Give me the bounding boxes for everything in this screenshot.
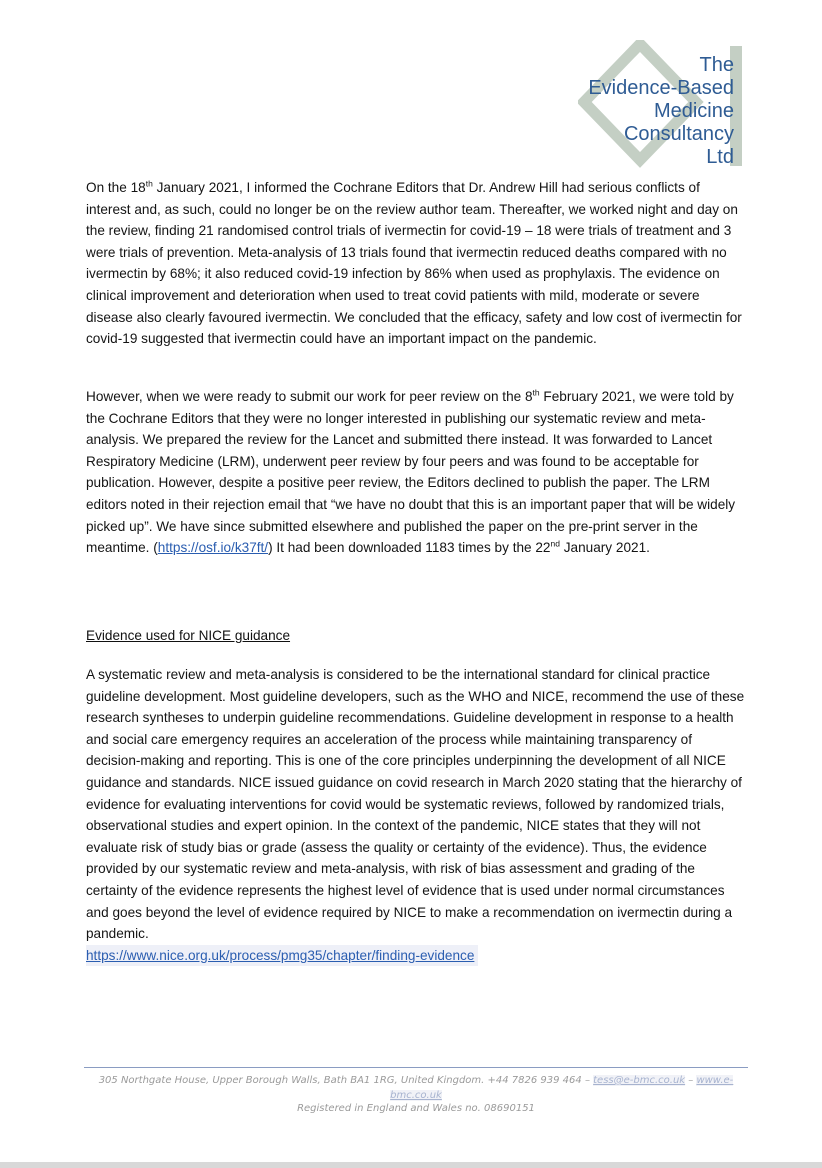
logo-text [588, 54, 734, 169]
text-run: January 2021. [559, 540, 650, 556]
company-logo [578, 40, 748, 170]
footer-divider [84, 1067, 748, 1068]
paragraph-peer-review [86, 386, 746, 559]
paragraph-nice-guidance [86, 664, 746, 966]
text-run: On the 18 [86, 180, 146, 195]
paragraph-cochrane-review [86, 177, 746, 350]
nice-link[interactable]: https://www.nice.org.uk/process/pmg35/chapter/finding-evidence [86, 947, 475, 963]
logo-line: Consultancy [623, 123, 734, 145]
section-heading: Evidence used for NICE guidance [86, 628, 291, 643]
logo-line: Medicine [653, 100, 734, 122]
separator: – [685, 1075, 697, 1086]
logo-line: Ltd [706, 146, 734, 168]
address-text: 305 Northgate House, Upper Borough Walls, Bath BA1 1RG, United Kingdom. +44 7826 939 464 – [98, 1075, 594, 1086]
text-run: January 2021, I informed the Cochrane Editors that Dr. Andrew Hill had serious conflicts of interest and, as such, could no longer be on the review author team. Thereafter, we worked night and day on the review, finding 21 randomised control trials of ivermectin for covid-19 – 18 were trials of treatment and 3 were trials of prevention. Meta-analysis of 13 trials found that ivermectin reduced deaths compared with no ivermectin by 68%; it also reduced covid-19 infection by 86% when used as prophylaxis. The evidence on clinical improvement and deterioration when used to treat covid patients with mild, moderate or severe disease also clearly favoured ivermectin. We concluded that the efficacy, safety and low cost of ivermectin for covid-19 suggested that ivermectin could have an important impact on the pandemic. [86, 180, 742, 347]
website-link[interactable]: www.e-bmc.co.uk [390, 1075, 734, 1101]
superscript: nd [550, 538, 560, 549]
text-run: A systematic review and meta-analysis is considered to be the international standard for clinical practice guideline development. Most guideline developers, such as the WHO and NICE, recommend the use of these research syntheses to underpin guideline recommendations. Guideline development in response to a health and social care emergency requires an acceleration of the process while maintaining transparency of decision-making and reporting. This is one of the core principles underpinning the development of all NICE guidance and standards. NICE issued guidance on covid research in March 2020 stating that the hierarchy of evidence for evaluating interventions for covid would be systematic reviews, followed by randomized trials, observational studies and expert opinion. In the context of the pandemic, NICE states that they will not evaluate risk of study bias or grade (assess the quality or certainty of the evidence). Thus, the evidence provided by our systematic review and meta-analysis, with risk of bias assessment and grading of the certainty of the evidence represents the highest level of evidence that is used under normal circumstances and goes beyond the level of evidence required by NICE to make a recommendation on ivermectin during a pandemic. [86, 667, 745, 942]
page-bottom-edge [0, 1162, 822, 1168]
superscript: th [532, 387, 540, 398]
text-run: February 2021, we were told by the Cochrane Editors that they were no longer interested in publishing our systematic review and meta-analysis. We prepared the review for the Lancet and submitted there instead. It was forwarded to Lancet Respiratory Medicine (LRM), underwent peer review by four peers and was found to be acceptable for publication. However, despite a positive peer review, the Editors declined to publish the paper. The LRM editors noted in their rejection email that “we have no doubt that this is an important paper that will be widely picked up”. We have since submitted elsewhere and published the paper on the pre-print server in the meantime. ( [86, 389, 736, 556]
text-run: ) It had been downloaded 1183 times by the 22 [268, 540, 551, 556]
text-run: However, when we were ready to submit our work for peer review on the 8 [86, 389, 533, 404]
registration-note: Registered in England and Wales no. 08690151 [297, 1103, 535, 1114]
superscript: th [145, 178, 153, 189]
footer-address [84, 1073, 748, 1103]
logo-line: Evidence-Based [588, 77, 734, 99]
email-link[interactable]: tess@e-bmc.co.uk [593, 1075, 686, 1086]
logo-line: The [699, 54, 734, 76]
osf-link[interactable]: https://osf.io/k37ft/ [157, 540, 269, 556]
nice-link-highlight [86, 945, 478, 967]
